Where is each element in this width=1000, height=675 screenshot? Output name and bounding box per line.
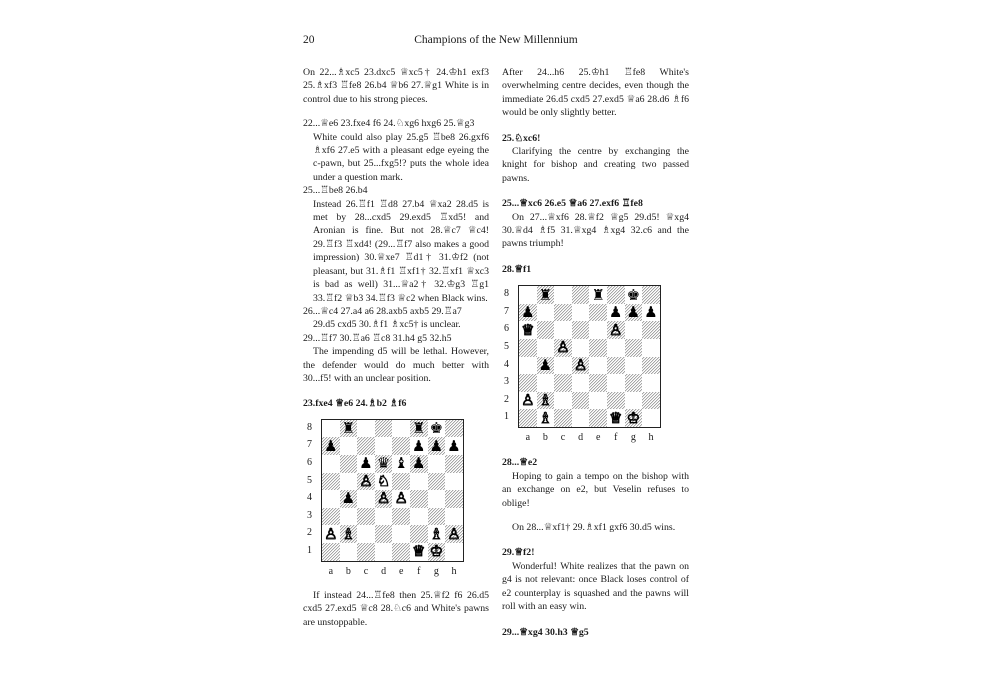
move-heading: 29...♕xg4 30.h3 ♕g5 (502, 626, 589, 638)
black-pawn-icon: ♟ (626, 303, 641, 322)
square-e2 (589, 392, 607, 410)
square-c7 (357, 437, 375, 455)
rank-label: 8 (504, 288, 509, 300)
square-h7 (445, 437, 463, 455)
white-pawn-icon: ♙ (359, 471, 373, 490)
black-king-icon: ♚ (429, 419, 444, 438)
square-b4 (340, 490, 358, 508)
white-pawn-icon: ♙ (324, 524, 338, 543)
rank-label: 3 (504, 376, 509, 388)
square-h1 (642, 409, 660, 427)
square-d8 (375, 420, 393, 438)
square-f1 (410, 543, 428, 561)
file-label: g (630, 432, 636, 444)
square-h6 (642, 321, 660, 339)
chess-board (321, 419, 464, 562)
black-rook-icon: ♜ (591, 285, 605, 304)
square-g7 (428, 437, 446, 455)
commentary-paragraph: On 22...♗xc5 23.dxc5 ♕xc5† 24.♔h1 exf3 25.♗xf3 ♖fe8 26.b4 ♕b6 27.♕g1 White is in control due to his strong pieces. (303, 67, 489, 105)
square-h4 (445, 490, 463, 508)
square-d7 (375, 437, 393, 455)
commentary-paragraph: The impending d5 will be lethal. However, the defender would do much better with 30...f5! with an unclear position. (303, 346, 489, 384)
black-pawn-icon: ♟ (538, 355, 553, 374)
square-h7 (642, 304, 660, 322)
square-f8 (410, 420, 428, 438)
black-king-icon: ♚ (626, 285, 641, 304)
file-label: c (363, 565, 369, 577)
square-f5 (607, 339, 625, 357)
square-a3 (322, 508, 340, 526)
white-pawn-icon: ♙ (609, 320, 623, 339)
commentary-paragraph: Wonderful! White realizes that the pawn on g4 is not relevant: once Black loses control of e2 counterplay is squashed and the pawns will roll with an easy win. (502, 560, 689, 613)
rank-label: 7 (504, 305, 509, 317)
square-c6 (554, 321, 572, 339)
square-g5 (625, 339, 643, 357)
square-e1 (392, 543, 410, 561)
square-a8 (322, 420, 340, 438)
file-label: d (578, 432, 584, 444)
square-d2 (375, 525, 393, 543)
square-f3 (410, 508, 428, 526)
move-heading: 28...♕e2 (502, 457, 538, 469)
rank-label: 6 (307, 456, 312, 468)
black-rook-icon: ♜ (412, 419, 426, 438)
white-pawn-icon: ♙ (521, 391, 535, 410)
file-label: e (595, 432, 601, 444)
white-queen-icon: ♕ (609, 408, 623, 427)
file-label: d (381, 565, 387, 577)
square-a8 (519, 286, 537, 304)
commentary-paragraph: 29...♖f7 30.♖a6 ♖c8 31.h4 g5 32.h5 (303, 332, 452, 344)
square-g1 (428, 543, 446, 561)
square-c8 (554, 286, 572, 304)
square-g2 (625, 392, 643, 410)
commentary-paragraph: 25...♖be8 26.b4 (303, 185, 368, 197)
square-e2 (392, 525, 410, 543)
commentary-paragraph: If instead 24...♖fe8 then 25.♕f2 f6 26.d5 cxd5 27.exd5 ♕c8 28.♘c6 and White's pawns are unstoppable. (303, 589, 489, 628)
page-header (303, 34, 689, 48)
black-pawn-icon: ♟ (521, 303, 535, 322)
square-e5 (392, 473, 410, 491)
square-b5 (537, 339, 555, 357)
black-pawn-icon: ♟ (341, 489, 356, 508)
white-pawn-icon: ♙ (556, 338, 570, 357)
board-wrap (504, 285, 689, 428)
square-a7 (322, 437, 340, 455)
square-b5 (340, 473, 358, 491)
square-a1 (519, 409, 537, 427)
square-b8 (340, 420, 358, 438)
square-d1 (572, 409, 590, 427)
square-a5 (322, 473, 340, 491)
square-d7 (572, 304, 590, 322)
square-g1 (625, 409, 643, 427)
black-rook-icon: ♜ (341, 419, 356, 438)
square-e6 (392, 455, 410, 473)
square-h2 (445, 525, 463, 543)
file-label: h (648, 432, 654, 444)
black-pawn-icon: ♟ (609, 303, 623, 322)
rank-label: 5 (504, 341, 509, 353)
black-pawn-icon: ♟ (324, 436, 338, 455)
square-h5 (445, 473, 463, 491)
rank-label: 3 (307, 509, 312, 521)
square-g3 (428, 508, 446, 526)
square-g8 (625, 286, 643, 304)
rank-label: 6 (504, 323, 509, 335)
square-f6 (607, 321, 625, 339)
square-g2 (428, 525, 446, 543)
square-g8 (428, 420, 446, 438)
file-label: f (614, 432, 618, 444)
square-b1 (537, 409, 555, 427)
square-g6 (428, 455, 446, 473)
rank-label: 1 (307, 544, 312, 556)
square-h2 (642, 392, 660, 410)
square-b3 (537, 374, 555, 392)
square-e5 (589, 339, 607, 357)
square-h8 (642, 286, 660, 304)
square-g6 (625, 321, 643, 339)
move-heading: 28.♕f1 (502, 263, 532, 275)
square-d8 (572, 286, 590, 304)
square-h8 (445, 420, 463, 438)
commentary-paragraph: On 28...♕xf1† 29.♗xf1 gxf6 30.d5 wins. (512, 522, 676, 534)
commentary-paragraph: Hoping to gain a tempo on the bishop with an exchange on e2, but Veselin refuses to oblige! (502, 470, 689, 509)
right-column (502, 66, 689, 639)
square-h3 (642, 374, 660, 392)
chess-diagram-d2 (504, 285, 689, 444)
square-a4 (519, 357, 537, 375)
file-label: h (451, 565, 457, 577)
square-e7 (392, 437, 410, 455)
square-g4 (428, 490, 446, 508)
black-bishop-icon: ♝ (394, 454, 408, 473)
square-c6 (357, 455, 375, 473)
file-label: f (417, 565, 421, 577)
white-pawn-icon: ♙ (573, 355, 588, 374)
square-f3 (607, 374, 625, 392)
square-h1 (445, 543, 463, 561)
square-h4 (642, 357, 660, 375)
square-a5 (519, 339, 537, 357)
square-f6 (410, 455, 428, 473)
commentary-paragraph: On 27...♕xf6 28.♕f2 ♕g5 29.d5! ♕xg4 30.♕d4 ♗f5 31.♕xg4 ♗xg4 32.c6 and the pawns triumph! (502, 211, 689, 250)
square-e1 (589, 409, 607, 427)
white-king-icon: ♔ (429, 542, 444, 561)
white-bishop-icon: ♗ (341, 524, 356, 543)
black-queen-icon: ♛ (376, 454, 391, 473)
square-d5 (375, 473, 393, 491)
white-pawn-icon: ♙ (394, 489, 408, 508)
commentary-paragraph: After 24...h6 25.♔h1 ♖fe8 White's overwhelming centre decides, even though the immediate 26.d5 cxd5 27.exd5 ♕a6 28.d6 ♗f6 would be only slightly better. (502, 67, 689, 119)
square-d4 (572, 357, 590, 375)
black-pawn-icon: ♟ (447, 436, 461, 455)
square-a6 (519, 321, 537, 339)
square-h6 (445, 455, 463, 473)
square-c1 (357, 543, 375, 561)
square-b1 (340, 543, 358, 561)
white-knight-icon: ♘ (376, 471, 391, 490)
file-label: g (433, 565, 439, 577)
square-a3 (519, 374, 537, 392)
square-g3 (625, 374, 643, 392)
running-title: Champions of the New Millennium (414, 34, 578, 46)
left-column (303, 66, 489, 629)
file-label: c (560, 432, 566, 444)
square-f7 (607, 304, 625, 322)
square-c5 (357, 473, 375, 491)
square-e8 (392, 420, 410, 438)
square-g5 (428, 473, 446, 491)
square-b4 (537, 357, 555, 375)
variation-note: White could also play 25.g5 ♖be8 26.gxf6 ♗xf6 27.e5 with a pleasant edge eyeing the c-pawn, but 25...fxg5!? puts the whole idea under a question mark. (313, 131, 489, 183)
square-c2 (357, 525, 375, 543)
white-pawn-icon: ♙ (376, 489, 391, 508)
square-c4 (357, 490, 375, 508)
commentary-paragraph: 26...♕c4 27.a4 a6 28.axb5 axb5 29.♖a7 (303, 305, 462, 317)
square-a6 (322, 455, 340, 473)
square-b6 (537, 321, 555, 339)
square-e3 (392, 508, 410, 526)
chess-diagram-d1 (307, 419, 489, 578)
page-number: 20 (303, 34, 315, 46)
square-d3 (375, 508, 393, 526)
square-d2 (572, 392, 590, 410)
rank-label: 2 (504, 393, 509, 405)
file-label: a (525, 432, 531, 444)
variation-note: Instead 26.♖f1 ♖d8 27.b4 ♕xa2 28.d5 is met by 28...cxd5 29.exd5 ♖xd5! and Aronian is fine. But not 28.♕c7 ♕c4! 29.♖f3 ♖xd4! (29...♖f7 also makes a good impression) 30.♕xe7 ♖d1† 31.♔f2 (not pleasant, but 31.♗f1 ♖xf1† 32.♖xf1 ♕xc3 is bad as well) 31...♕a2† 32.♔g3 ♖g1 33.♖f2 ♕b3 34.♖f3 ♕c2 when Black wins. (313, 198, 489, 304)
square-b6 (340, 455, 358, 473)
white-bishop-icon: ♗ (538, 391, 553, 410)
black-pawn-icon: ♟ (412, 454, 426, 473)
square-f7 (410, 437, 428, 455)
black-pawn-icon: ♟ (644, 303, 658, 322)
square-e4 (392, 490, 410, 508)
move-heading: 29.♕f2! (502, 547, 535, 559)
rank-labels (307, 419, 321, 562)
square-f8 (607, 286, 625, 304)
square-f2 (607, 392, 625, 410)
square-c7 (554, 304, 572, 322)
square-f4 (410, 490, 428, 508)
variation-note: 29.d5 cxd5 30.♗f1 ♗xc5† is unclear. (313, 319, 461, 331)
square-f4 (607, 357, 625, 375)
file-label: a (328, 565, 334, 577)
move-heading: 25.♘xc6! (502, 132, 541, 144)
square-c5 (554, 339, 572, 357)
square-b3 (340, 508, 358, 526)
white-queen-icon: ♕ (412, 542, 426, 561)
rank-labels (504, 285, 518, 428)
square-a4 (322, 490, 340, 508)
square-d4 (375, 490, 393, 508)
square-e3 (589, 374, 607, 392)
square-c2 (554, 392, 572, 410)
square-f1 (607, 409, 625, 427)
board-wrap (307, 419, 489, 562)
white-king-icon: ♔ (626, 408, 641, 427)
square-d1 (375, 543, 393, 561)
white-bishop-icon: ♗ (538, 408, 553, 427)
rank-label: 4 (307, 492, 312, 504)
file-labels (519, 431, 689, 444)
square-a7 (519, 304, 537, 322)
chess-board (518, 285, 661, 428)
rank-label: 1 (504, 411, 509, 423)
square-c4 (554, 357, 572, 375)
file-label: e (398, 565, 404, 577)
move-heading: 23.fxe4 ♕e6 24.♗b2 ♗f6 (303, 398, 407, 410)
square-d6 (572, 321, 590, 339)
white-pawn-icon: ♙ (447, 524, 461, 543)
black-pawn-icon: ♟ (429, 436, 444, 455)
black-rook-icon: ♜ (538, 285, 553, 304)
commentary-paragraph: 22...♕e6 23.fxe4 f6 24.♘xg6 hxg6 25.♕g3 (303, 118, 475, 130)
square-e4 (589, 357, 607, 375)
square-e7 (589, 304, 607, 322)
move-heading: 25...♕xc6 26.e5 ♕a6 27.exf6 ♖fe8 (502, 198, 643, 210)
white-queen-icon: ♕ (521, 320, 535, 339)
square-b7 (340, 437, 358, 455)
square-b8 (537, 286, 555, 304)
white-bishop-icon: ♗ (429, 524, 444, 543)
square-a1 (322, 543, 340, 561)
square-h5 (642, 339, 660, 357)
square-h3 (445, 508, 463, 526)
square-c8 (357, 420, 375, 438)
square-d5 (572, 339, 590, 357)
square-f5 (410, 473, 428, 491)
square-d3 (572, 374, 590, 392)
square-b2 (340, 525, 358, 543)
square-a2 (322, 525, 340, 543)
square-b7 (537, 304, 555, 322)
black-pawn-icon: ♟ (359, 454, 373, 473)
square-c3 (357, 508, 375, 526)
square-f2 (410, 525, 428, 543)
square-a2 (519, 392, 537, 410)
rank-label: 5 (307, 474, 312, 486)
file-label: b (542, 432, 548, 444)
square-g7 (625, 304, 643, 322)
square-c3 (554, 374, 572, 392)
square-c1 (554, 409, 572, 427)
black-pawn-icon: ♟ (412, 436, 426, 455)
file-label: b (345, 565, 351, 577)
rank-label: 4 (504, 358, 509, 370)
square-d6 (375, 455, 393, 473)
rank-label: 8 (307, 421, 312, 433)
rank-label: 2 (307, 527, 312, 539)
square-g4 (625, 357, 643, 375)
square-e8 (589, 286, 607, 304)
square-e6 (589, 321, 607, 339)
rank-label: 7 (307, 439, 312, 451)
square-b2 (537, 392, 555, 410)
file-labels (322, 565, 489, 578)
commentary-paragraph: Clarifying the centre by exchanging the knight for bishop and creating two passed pawns. (502, 146, 689, 184)
